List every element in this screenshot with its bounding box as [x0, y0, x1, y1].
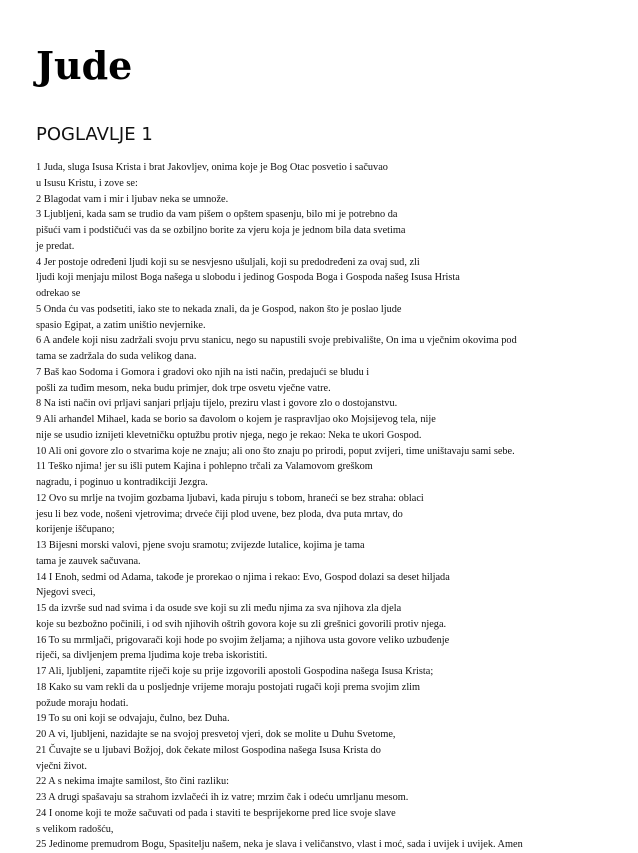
text-line: 20 A vi, ljubljeni, nazidajte se na svojoj presvetoj vjeri, dok se molite u Duhu Svetome,	[36, 729, 396, 740]
text-line: 25 Jedinome premudrom Bogu, Spasitelju našem, neka je slava i veličanstvo, vlast i moć, sada i uvijek i uvijek. Amen	[36, 839, 523, 851]
text-line: tama se zadržala do suda velikog dana.	[36, 351, 197, 362]
text-line: 11 Teško njima! jer su išli putem Kajina i pohlepno trčali za Valamovom greškom	[36, 461, 373, 473]
text-line: u Isusu Kristu, i zove se:	[36, 177, 138, 189]
text-line: 8 Na isti način ovi prljavi sanjari prljaju tijelo, preziru vlast i govore zlo o dostojanstvu.	[36, 398, 398, 410]
text-line: 4 Jer postoje određeni ljudi koji su se nesvjesno ušuljali, koji su predodređeni za ovaj sud, zli	[36, 256, 420, 268]
text-line: 3 Ljubljeni, kada sam se trudio da vam pišem o opštem spasenju, bilo mi je potrebno da	[36, 209, 398, 221]
text-line: pišući vam i podstičući vas da se ozbiljno borite za vjeru koja je jednom bila data svetima	[36, 225, 406, 236]
text-line: riječi, sa divljenjem prema ljudima koje treba iskoristiti.	[36, 650, 268, 662]
book-title: Jude	[36, 43, 133, 88]
text-line: je predat.	[36, 240, 75, 252]
text-line: tama je zauvek sačuvana.	[36, 555, 141, 567]
text-line: koje su bezbožno počinili, i od svih njihovih oštrih govora koje su zli grešnici govorili protiv njega.	[36, 618, 447, 630]
text-line: 18 Kako su vam rekli da u posljednje vrijeme moraju postojati rugači koji prema svojim zlim	[36, 681, 421, 693]
text-line: vječni život.	[36, 760, 87, 772]
chapter-heading: POGLAVLJE 1	[36, 124, 153, 145]
text-line: požude moraju hodati.	[36, 697, 129, 709]
text-line: Njegovi sveci,	[36, 587, 96, 599]
text-line: 14 I Enoh, sedmi od Adama, takođe je prorekao o njima i rekao: Evo, Gospod dolazi sa deset hiljada	[36, 571, 450, 583]
text-line: 24 I onome koji te može sačuvati od pada i staviti te besprijekorne pred lice svoje slave	[36, 807, 396, 819]
text-line: 15 da izvrše sud nad svima i da osude sve koji su zli među njima za sva njihova zla djela	[36, 603, 402, 614]
text-line: 9 Ali arhanđel Mihael, kada se borio sa đavolom o kojem je raspravljao oko Mojsijevog tela, nije	[36, 414, 436, 425]
text-line: 21 Čuvajte se u ljubavi Božjoj, dok čekate milost Gospodina našega Isusa Krista do	[36, 744, 381, 756]
text-line: 17 Ali, ljubljeni, zapamtite riječi koje su prije izgovorili apostoli Gospodina našega Isusa Krista;	[36, 666, 434, 677]
text-line: 6 A anđele koji nisu zadržali svoju prvu stanicu, nego su napustili svoje prebivalište, On ima u vječnim okovima pod	[36, 335, 517, 347]
text-line: odrekao se	[36, 288, 81, 299]
text-line: 16 To su mrmljači, prigovarači koji hode po svojim željama; a njihova usta govore veliko uzbuđenje	[36, 634, 450, 646]
text-line: 12 Ovo su mrlje na tvojim gozbama ljubavi, kada piruju s tobom, hraneći se bez straha: oblaci	[36, 492, 424, 504]
text-line: nagradu, i poginuo u kontradikciji Jezgra.	[36, 477, 208, 488]
text-line: 23 A drugi spašavaju sa strahom izvlačeći ih iz vatre; mrzim čak i odeću umrljanu mesom.	[36, 792, 409, 803]
text-line: 19 To su oni koji se odvajaju, čulno, bez Duha.	[36, 713, 230, 725]
text-line: ljudi koji menjaju milost Boga našega u slobodu i jedinog Gospoda Boga i Gospoda našeg Isusa Hrista	[36, 272, 460, 284]
text-line: 10 Ali oni govore zlo o stvarima koje ne znaju; ali ono što znaju po prirodi, poput zvijeri, time uništavaju sami sebe.	[36, 445, 515, 457]
chapter-text	[36, 160, 626, 853]
text-line: 13 Bijesni morski valovi, pjene svoju sramotu; zvijezde lutalice, kojima je tama	[36, 540, 365, 551]
text-line: 7 Baš kao Sodoma i Gomora i gradovi oko njih na isti način, predajući se bludu i	[36, 366, 370, 378]
text-line: pošli za tuđim mesom, neka budu primjer, dok trpe osvetu vječne vatre.	[36, 382, 331, 394]
text-line: jesu li bez vode, nošeni vjetrovima; drveće čiji plod uvene, bez ploda, dva puta mrtav, do	[36, 508, 403, 520]
text-line: 1 Juda, sluga Isusa Krista i brat Jakovljev, onima koje je Bog Otac posvetio i sačuvao	[36, 162, 388, 173]
text-line: nije se usudio iznijeti klevetničku optužbu protiv njega, nego je rekao: Neka te ukori Gospod.	[36, 429, 422, 441]
text-line: 5 Onda ću vas podsetiti, iako ste to nekada znali, da je Gospod, nakon što je poslao ljude	[36, 303, 402, 315]
text-line: 22 A s nekima imajte samilost, što čini razliku:	[36, 776, 230, 788]
text-line: korijenje iščupano;	[36, 524, 115, 536]
text-line: 2 Blagodat vam i mir i ljubav neka se umnože.	[36, 193, 229, 205]
text-line: spasio Egipat, a zatim uništio nevjernike.	[36, 319, 206, 331]
text-line: s velikom radošću,	[36, 823, 114, 835]
